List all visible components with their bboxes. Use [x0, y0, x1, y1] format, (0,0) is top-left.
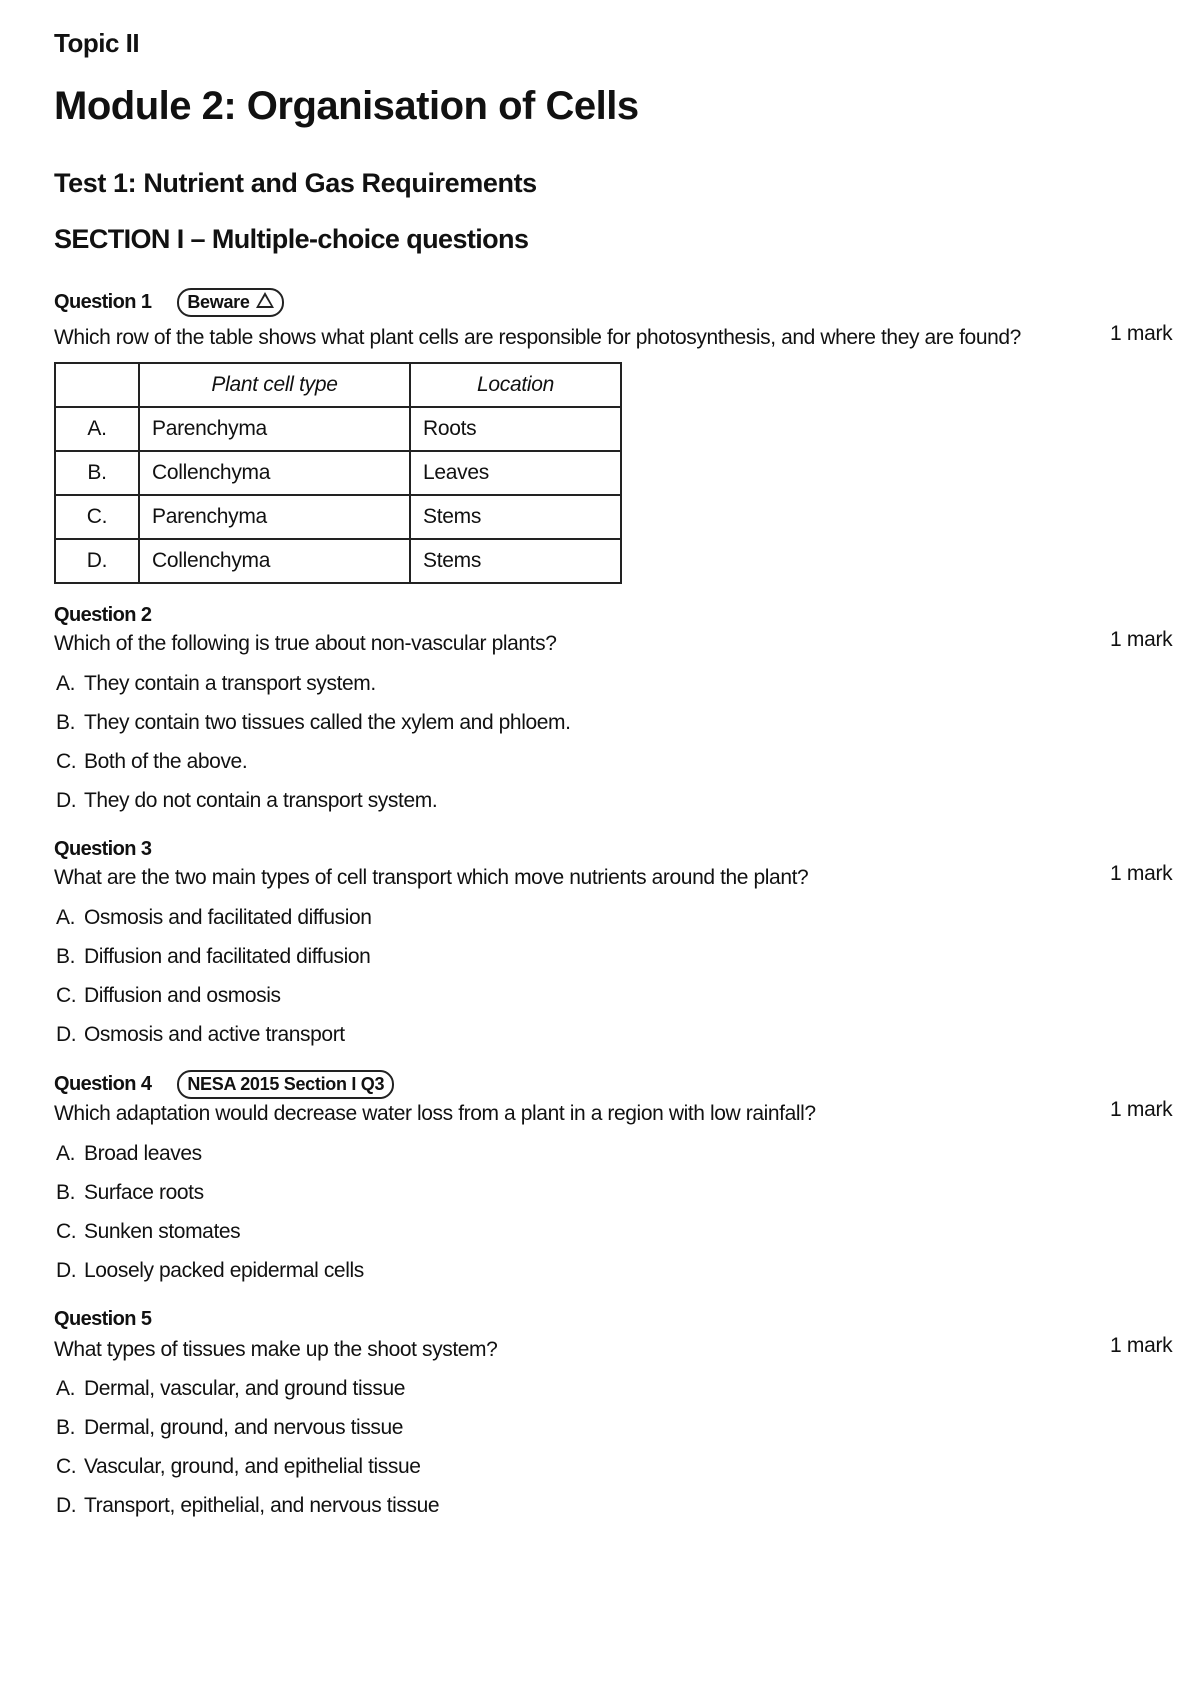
- option-letter: B.: [56, 711, 76, 734]
- option-a: [56, 906, 372, 930]
- question-label: Question 2: [54, 604, 152, 626]
- option-letter: A.: [56, 1377, 76, 1400]
- topic-label: Topic II: [54, 28, 140, 58]
- option-letter: C.: [56, 1455, 77, 1478]
- table-cell: Stems: [410, 539, 621, 583]
- table-header: Plant cell type: [139, 363, 410, 407]
- option-text: Osmosis and active transport: [84, 1023, 345, 1046]
- option-text: They contain a transport system.: [84, 672, 376, 695]
- question-5-text: What types of tissues make up the shoot system?: [54, 1338, 498, 1361]
- option-letter: A.: [56, 1142, 76, 1165]
- option-text: They contain two tissues called the xylem and phloem.: [84, 711, 571, 734]
- table-cell: Leaves: [410, 451, 621, 495]
- option-d: [56, 1023, 345, 1047]
- question-1-text: Which row of the table shows what plant cells are responsible for photosynthesis, and where they are found?: [54, 326, 1021, 349]
- source-tag: NESA 2015 Section I Q3: [177, 1070, 394, 1099]
- question-5-mark: 1 mark: [1110, 1334, 1173, 1357]
- option-letter: A.: [56, 906, 76, 929]
- option-text: Diffusion and osmosis: [84, 984, 281, 1007]
- table-cell: C.: [55, 495, 139, 539]
- question-label: Question 4: [54, 1073, 152, 1095]
- option-b: [56, 1181, 204, 1205]
- warning-icon: [256, 292, 274, 308]
- option-letter: C.: [56, 984, 77, 1007]
- question-2-header: [54, 604, 151, 627]
- question-1-header: [54, 288, 284, 317]
- table-cell: Parenchyma: [139, 407, 410, 451]
- option-letter: C.: [56, 1220, 77, 1243]
- question-4-mark: 1 mark: [1110, 1098, 1173, 1121]
- option-letter: D.: [56, 1259, 77, 1282]
- option-letter: B.: [56, 945, 76, 968]
- option-text: Loosely packed epidermal cells: [84, 1259, 364, 1282]
- table-cell: D.: [55, 539, 139, 583]
- option-c: [56, 984, 281, 1008]
- option-text: Diffusion and facilitated diffusion: [84, 945, 371, 968]
- table-header-row: [55, 363, 621, 407]
- table-cell: Collenchyma: [139, 451, 410, 495]
- tag-label: Beware: [187, 292, 250, 312]
- option-letter: D.: [56, 789, 77, 812]
- option-text: Vascular, ground, and epithelial tissue: [84, 1455, 421, 1478]
- option-letter: A.: [56, 672, 76, 695]
- option-d: [56, 789, 437, 813]
- option-a: [56, 1377, 405, 1401]
- question-2-text: Which of the following is true about non-vascular plants?: [54, 632, 557, 655]
- table-header: [55, 363, 139, 407]
- section-title: SECTION I – Multiple-choice questions: [54, 224, 529, 254]
- option-text: Surface roots: [84, 1181, 204, 1204]
- module-title: Module 2: Organisation of Cells: [54, 84, 639, 128]
- option-letter: C.: [56, 750, 77, 773]
- option-letter: B.: [56, 1181, 76, 1204]
- option-b: [56, 1416, 403, 1440]
- table-row: [55, 495, 621, 539]
- question-5-header: [54, 1308, 151, 1331]
- option-c: [56, 1455, 421, 1479]
- table-row: [55, 407, 621, 451]
- option-letter: B.: [56, 1416, 76, 1439]
- option-letter: D.: [56, 1494, 77, 1517]
- table-cell: B.: [55, 451, 139, 495]
- option-b: [56, 711, 571, 735]
- option-text: Dermal, ground, and nervous tissue: [84, 1416, 404, 1439]
- question-label: Question 5: [54, 1308, 152, 1330]
- option-a: [56, 672, 376, 696]
- question-4-header: [54, 1070, 394, 1099]
- option-text: Osmosis and facilitated diffusion: [84, 906, 372, 929]
- question-label: Question 3: [54, 838, 152, 860]
- table-row: [55, 539, 621, 583]
- option-letter: D.: [56, 1023, 77, 1046]
- option-text: Sunken stomates: [84, 1220, 241, 1243]
- question-1-mark: 1 mark: [1110, 322, 1173, 345]
- question-3-mark: 1 mark: [1110, 862, 1173, 885]
- question-label: Question 1: [54, 291, 152, 313]
- table-cell: Roots: [410, 407, 621, 451]
- option-text: Dermal, vascular, and ground tissue: [84, 1377, 406, 1400]
- option-d: [56, 1259, 364, 1283]
- question-3-header: [54, 838, 151, 861]
- option-text: Transport, epithelial, and nervous tissue: [84, 1494, 440, 1517]
- option-text: Both of the above.: [84, 750, 248, 773]
- option-text: They do not contain a transport system.: [84, 789, 438, 812]
- table-cell: Stems: [410, 495, 621, 539]
- option-c: [56, 1220, 240, 1244]
- table-cell: Parenchyma: [139, 495, 410, 539]
- table-cell: Collenchyma: [139, 539, 410, 583]
- question-2-mark: 1 mark: [1110, 628, 1173, 651]
- table-header: Location: [410, 363, 621, 407]
- option-d: [56, 1494, 439, 1518]
- option-a: [56, 1142, 202, 1166]
- table-row: [55, 451, 621, 495]
- option-b: [56, 945, 370, 969]
- option-c: [56, 750, 247, 774]
- test-title: Test 1: Nutrient and Gas Requirements: [54, 168, 537, 198]
- question-4-text: Which adaptation would decrease water loss from a plant in a region with low rainfall?: [54, 1102, 816, 1125]
- table-cell: A.: [55, 407, 139, 451]
- plant-cell-table: [54, 362, 622, 584]
- option-text: Broad leaves: [84, 1142, 202, 1165]
- question-3-text: What are the two main types of cell transport which move nutrients around the plant?: [54, 866, 809, 889]
- beware-tag: [177, 288, 283, 317]
